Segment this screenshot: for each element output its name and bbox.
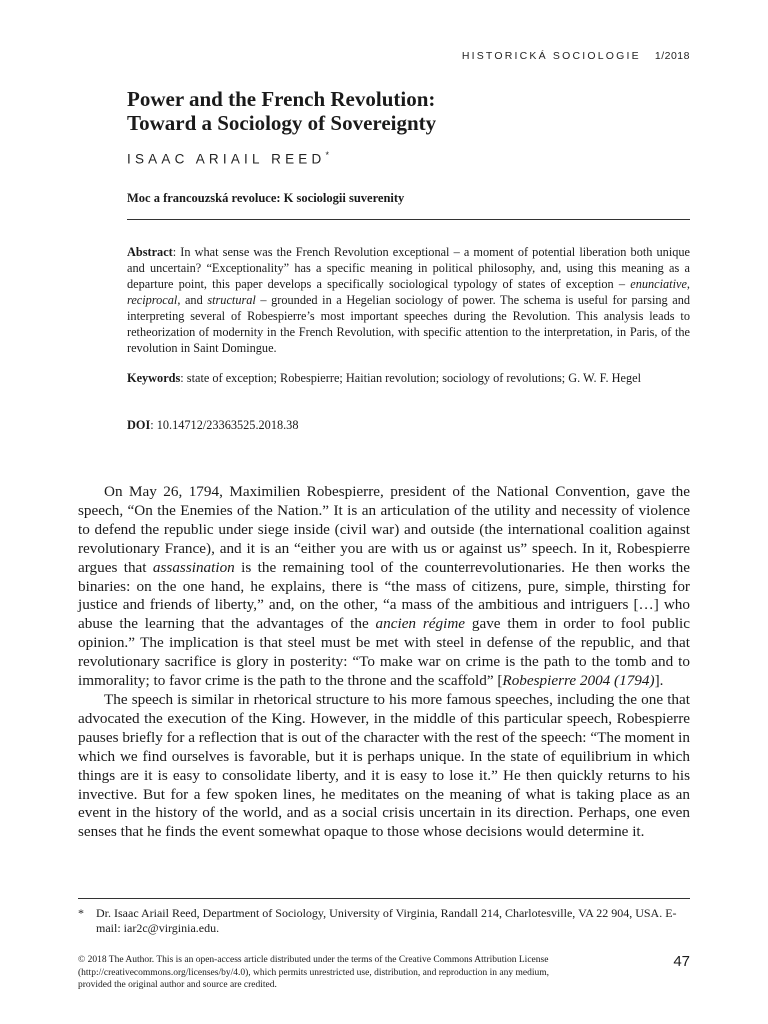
title-line-2: Toward a Sociology of Sovereignty [127,111,437,135]
article-title [127,87,687,135]
abstract-text: – grounded in a Hegelian sociology of power. The schema is useful for parsing and interpreting several of Robespierre’s most important speeches during the Revolution. This analysis leads to retheorization of modernity in the French Revolution, with specific attention to the interpretation, in Paris, of the revolution in Saint Domingue. [127,293,690,355]
keywords-label: Keywords [127,371,181,385]
author-byline [127,150,329,167]
body-text-run: gave them in order to fool public opinion.” The implication is that steel must be met with steel in defense of the republic, and that revolutionary sacrifice is glory in posterity: “To make war on crime is the path to the tomb and to immorality; to favor crime is the path to the throne and the scaffold” [ [78,615,690,690]
author-footnote-mark: * [325,150,329,160]
keywords [127,370,690,386]
body-text-run: On May 26, 1794, Maximilien Robespierre, president of the National Convention, gave the speech, “On the Enemies of the Nation.” It is an articulation of the utility and necessity of violence to defend the republic under siege inside (civil war) and outside (the international coalition against revolutionary France), and it is an “either you are with us or against us” speech. In it, Robespierre argues that [78,483,690,576]
footnote-mark: * [78,906,84,920]
page-number: 47 [673,953,690,970]
footnote-text: Dr. Isaac Ariail Reed, Department of Sociology, University of Virginia, Randall 214, Charlotesville, VA 22 904, USA. E-mail: iar2c@virginia.edu. [96,906,677,935]
abstract-emphasis: reciprocal [127,293,178,307]
abstract-text: , and [177,293,208,307]
running-head [462,50,690,62]
paragraph-2: The speech is similar in rhetorical structure to his more famous speeches, including the one that advocated the execution of the King. However, in the middle of this particular speech, Robespierre pauses briefly for a reflection that is out of the character with the rest of the speech: “The moment in which we find ourselves is favorable, but it is perhaps unique. In the state of equilibrium in which things are it is easy to consolidate liberty, and it is easy to lose it.” He then quickly returns to his invective. But for a few spoken lines, he meditates on the meaning of what is taking place as an event in the history of the world, and as a social crisis uncertain in its direction. Perhaps, one even senses that he finds the event somewhat opaque to those whose decisions would determine it. [78,690,690,841]
abstract-emphasis: structural [207,293,256,307]
journal-name: HISTORICKÁ SOCIOLOGIE [461,50,641,62]
title-line-1: Power and the French Revolution: [127,87,436,111]
citation: Robespierre 2004 (1794) [502,672,655,690]
issue-number: 1/2018 [654,50,690,62]
abstract [127,244,690,356]
license-line-2: (http://creativecommons.org/licenses/by/4.0), which permits unrestricted use, distribution, and reproduction in any medium, [78,967,550,978]
doi-label: DOI [127,418,151,432]
license-line-3: provided the original author and source are credited. [78,980,277,991]
body-text-run: ]. [654,672,664,690]
body-text [78,483,690,842]
license-notice [78,954,638,992]
doi [127,418,298,433]
body-text-run: is the remaining tool of the counterrevolutionaries. He then works the binaries: on the one hand, he explains, there is “the mass of citizens, pure, simple, thirsting for justice and friends of liberty,” and, on the other, “a mass of the ambitious and intriguers […] who abuse the learning that the advantages of the [78,558,691,633]
author-footnote [78,906,690,936]
czech-title: Moc a francouzská revoluce: K sociologii suverenity [127,191,405,205]
abstract-emphasis: enunciative [630,277,687,291]
abstract-label: Abstract [127,245,173,259]
body-emphasis: assassination [152,558,235,576]
header-divider [127,219,690,220]
author-name: ISAAC ARIAIL REED [127,151,326,167]
doi-value: : 10.14712/23363525.2018.38 [150,418,299,432]
paragraph-1 [78,483,690,691]
keywords-text: : state of exception; Robespierre; Haitian revolution; sociology of revolutions; G. W. F. Hegel [180,371,642,385]
abstract-text: , [686,277,690,291]
footnote-divider [78,898,690,899]
body-emphasis: ancien régime [375,615,466,633]
abstract-text: : In what sense was the French Revolution exceptional – a moment of potential liberation both unique and uncertain? “Exceptionality” has a specific meaning in political philosophy, and, using this meaning as a departure point, this paper develops a specifically sociological typology of states of exception – [127,245,690,291]
license-line-1: © 2018 The Author. This is an open-access article distributed under the terms of the Creative Commons Attribution License [78,955,549,965]
